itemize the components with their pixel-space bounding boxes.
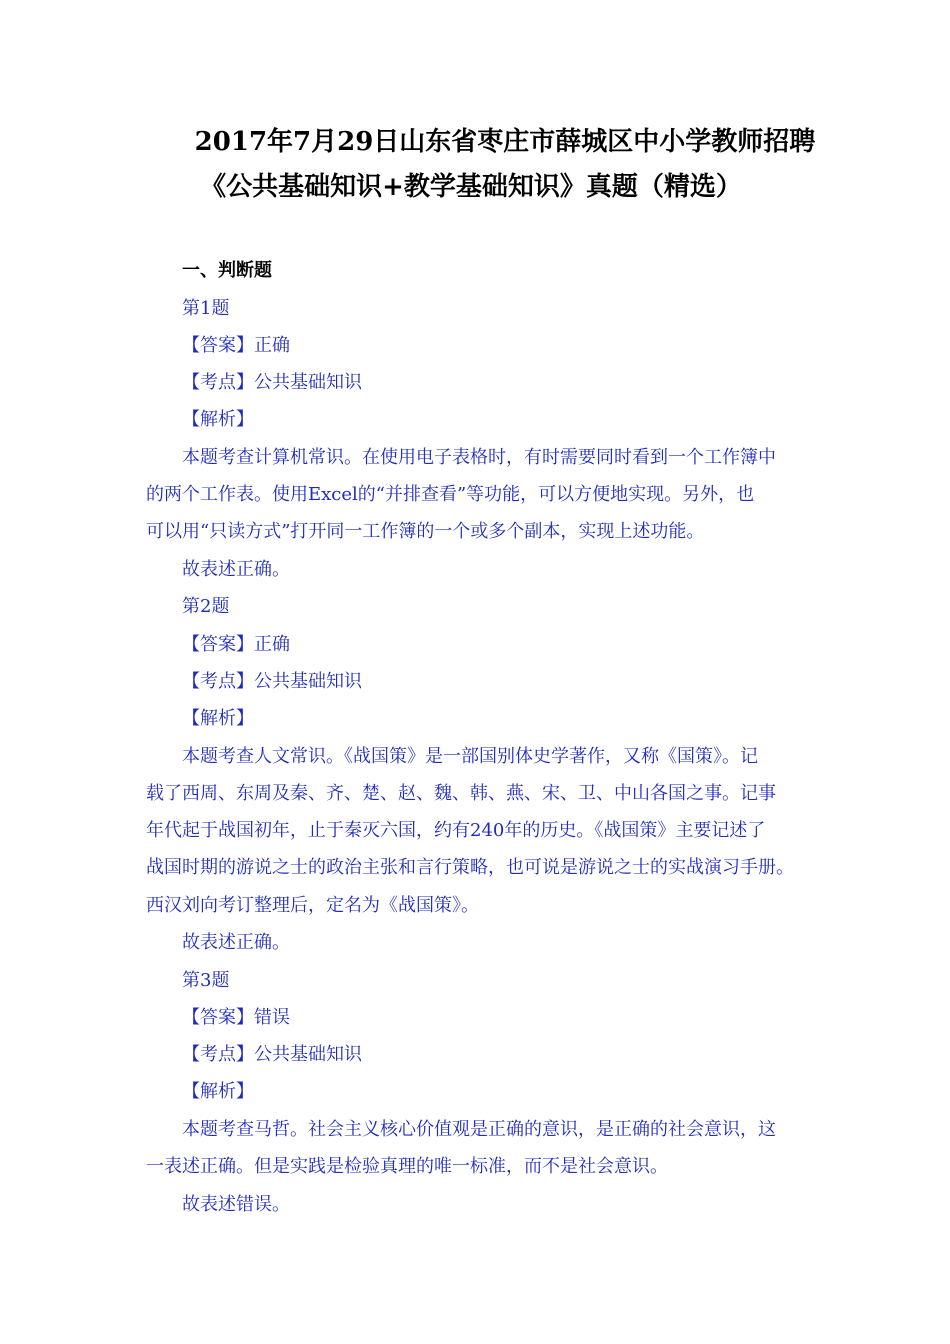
analysis-text-line: 西汉刘向考订整理后，定名为《战国策》。 — [146, 895, 479, 916]
analysis-text-line: 本题考查人文常识。《战国策》是一部国别体史学著作，又称《国策》。记 — [182, 746, 758, 767]
analysis-text-line: 战国时期的游说之士的政治主张和言行策略，也可说是游说之士的实战演习手册。 — [146, 857, 794, 878]
section-heading: 一、判断题 — [182, 260, 272, 281]
analysis-heading: 【解析】 — [182, 409, 254, 430]
conclusion-line: 故表述正确。 — [182, 932, 290, 953]
question-label: 第3题 — [182, 970, 230, 991]
analysis-text-line: 本题考查马哲。社会主义核心价值观是正确的意识，是正确的社会意识，这 — [182, 1119, 776, 1140]
analysis-text-line: 可以用“只读方式”打开同一工作簿的一个或多个副本，实现上述功能。 — [146, 521, 705, 542]
doc-title-line-2: 《公共基础知识+教学基础知识》真题（精选） — [200, 172, 742, 202]
analysis-heading: 【解析】 — [182, 708, 254, 729]
question-label: 第1题 — [182, 298, 230, 319]
analysis-text-line: 年代起于战国初年，止于秦灭六国，约有240年的历史。《战国策》主要记述了 — [146, 820, 766, 841]
question-label: 第2题 — [182, 596, 230, 617]
point-line: 【考点】公共基础知识 — [182, 1044, 362, 1065]
point-line: 【考点】公共基础知识 — [182, 372, 362, 393]
analysis-text-line: 的两个工作表。使用Excel的“并排查看”等功能，可以方便地实现。另外，也 — [146, 484, 755, 505]
analysis-text-line: 一表述正确。但是实践是检验真理的唯一标准，而不是社会意识。 — [146, 1156, 668, 1177]
point-line: 【考点】公共基础知识 — [182, 671, 362, 692]
analysis-text-line: 本题考查计算机常识。在使用电子表格时，有时需要同时看到一个工作簿中 — [182, 447, 776, 468]
answer-line: 【答案】正确 — [182, 634, 290, 655]
conclusion-line: 故表述正确。 — [182, 559, 290, 580]
conclusion-line: 故表述错误。 — [182, 1194, 290, 1215]
analysis-heading: 【解析】 — [182, 1081, 254, 1102]
doc-title-line-1: 2017年7月29日山东省枣庄市薛城区中小学教师招聘 — [194, 127, 816, 157]
analysis-text-line: 载了西周、东周及秦、齐、楚、赵、魏、韩、燕、宋、卫、中山各国之事。记事 — [146, 783, 776, 804]
answer-line: 【答案】正确 — [182, 335, 290, 356]
answer-line: 【答案】错误 — [182, 1007, 290, 1028]
